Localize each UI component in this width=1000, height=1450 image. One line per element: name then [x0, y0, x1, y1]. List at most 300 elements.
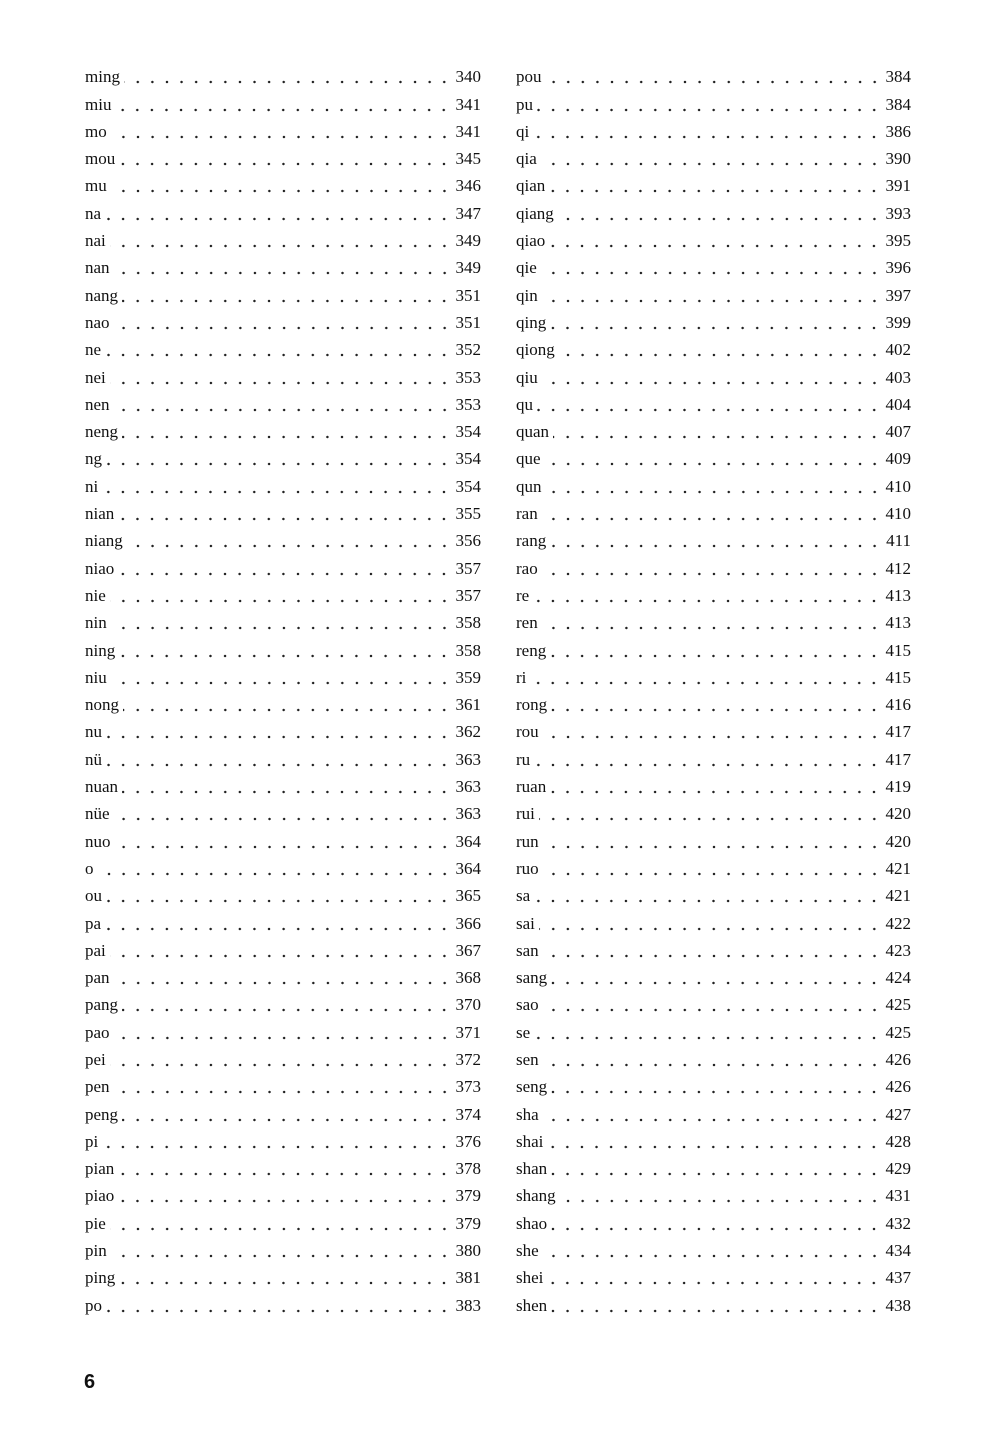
index-entry — [85, 251, 481, 278]
index-term: que — [516, 449, 541, 469]
index-term: niang — [85, 531, 123, 551]
index-entry — [516, 251, 911, 278]
index-page-number: 399 — [885, 312, 911, 332]
index-entry — [516, 1070, 911, 1097]
dot-leader — [542, 572, 882, 576]
dot-leader — [106, 899, 452, 903]
index-page-number: 420 — [885, 831, 911, 851]
index-term: rou — [516, 722, 539, 742]
index-term: nu — [85, 722, 102, 742]
index-term: shen — [516, 1295, 548, 1315]
index-term: qiang — [516, 203, 554, 223]
index-entry — [516, 115, 911, 142]
index-page-number: 415 — [885, 667, 911, 687]
index-entry — [516, 1043, 911, 1070]
index-entry — [85, 469, 481, 496]
dot-leader — [546, 490, 882, 494]
index-entry — [516, 824, 911, 851]
dot-leader — [110, 954, 452, 958]
index-entry — [516, 1206, 911, 1233]
dot-leader — [114, 326, 452, 330]
dot-leader — [539, 927, 882, 931]
index-term: pang — [85, 995, 119, 1015]
index-page-number: 373 — [455, 1077, 481, 1097]
dot-leader — [543, 954, 882, 958]
dot-leader — [541, 271, 882, 275]
index-page-number: 410 — [885, 476, 911, 496]
dot-leader — [114, 981, 452, 985]
index-page-number: 429 — [885, 1159, 911, 1179]
index-entry — [516, 852, 911, 879]
index-term: nan — [85, 258, 110, 278]
dot-leader — [550, 654, 881, 658]
index-term: quan — [516, 422, 550, 442]
dot-leader — [551, 1090, 881, 1094]
dot-leader — [543, 1008, 882, 1012]
dot-leader — [110, 599, 452, 603]
index-page-number: 381 — [455, 1268, 481, 1288]
dot-leader — [547, 1145, 881, 1149]
index-entry — [85, 169, 481, 196]
index-page-number: 352 — [455, 340, 481, 360]
dot-leader — [102, 1145, 451, 1149]
index-term: qun — [516, 476, 542, 496]
index-entry — [516, 906, 911, 933]
index-page-number: 421 — [885, 858, 911, 878]
index-entry — [516, 661, 911, 688]
index-term: shan — [516, 1159, 548, 1179]
index-entry — [85, 579, 481, 606]
dot-leader — [553, 435, 881, 439]
index-entry — [516, 1261, 911, 1288]
index-entry — [85, 824, 481, 851]
index-page-number: 353 — [455, 367, 481, 387]
dot-leader — [533, 599, 881, 603]
dot-leader — [106, 735, 452, 739]
index-term: shei — [516, 1268, 544, 1288]
dot-leader — [124, 80, 452, 84]
index-entry — [516, 442, 911, 469]
index-entry — [85, 1125, 481, 1152]
index-page-number: 354 — [455, 422, 481, 442]
index-term: qin — [516, 285, 538, 305]
index-term: pao — [85, 1022, 110, 1042]
index-page-number: 424 — [885, 968, 911, 988]
index-page-number: 438 — [885, 1295, 911, 1315]
dot-leader — [551, 1227, 881, 1231]
index-term: ming — [85, 67, 120, 87]
index-page-number: 364 — [455, 831, 481, 851]
dot-leader — [550, 544, 882, 548]
dot-leader — [122, 790, 451, 794]
dot-leader — [102, 490, 451, 494]
index-page-number: 363 — [455, 749, 481, 769]
index-page-number: 426 — [885, 1049, 911, 1069]
dot-leader — [119, 654, 451, 658]
index-term: pou — [516, 67, 542, 87]
index-entry — [85, 115, 481, 142]
index-term: peng — [85, 1104, 119, 1124]
dot-leader — [539, 817, 882, 821]
index-page-number: 383 — [455, 1295, 481, 1315]
index-entry — [85, 551, 481, 578]
dot-leader — [114, 271, 452, 275]
dot-leader — [543, 1063, 882, 1067]
index-page-number: 341 — [455, 121, 481, 141]
page-number: 6 — [84, 1371, 96, 1393]
index-entry — [85, 1206, 481, 1233]
index-page-number: 425 — [885, 1022, 911, 1042]
dot-leader — [551, 708, 881, 712]
index-page-number: 427 — [885, 1104, 911, 1124]
index-term: nei — [85, 367, 106, 387]
dot-leader — [110, 1227, 452, 1231]
dot-leader — [543, 845, 882, 849]
index-page-number: 417 — [885, 722, 911, 742]
index-entry — [516, 688, 911, 715]
index-term: shao — [516, 1213, 548, 1233]
index-term: ping — [85, 1268, 116, 1288]
index-entry — [516, 60, 911, 87]
index-page-number: 413 — [885, 613, 911, 633]
index-entry — [516, 196, 911, 223]
index-page-number: 431 — [885, 1186, 911, 1206]
index-term: sha — [516, 1104, 539, 1124]
index-page-number: 384 — [885, 94, 911, 114]
index-entry — [85, 224, 481, 251]
index-term: san — [516, 940, 539, 960]
dot-leader — [543, 872, 882, 876]
index-entry — [85, 388, 481, 415]
index-page-number: 359 — [455, 667, 481, 687]
index-page-number: 362 — [455, 722, 481, 742]
index-entry — [85, 688, 481, 715]
index-page-number: 434 — [885, 1241, 911, 1261]
index-entry — [516, 633, 911, 660]
index-term: nie — [85, 585, 106, 605]
index-page-number: 416 — [885, 695, 911, 715]
index-entry — [516, 1097, 911, 1124]
index-entry — [85, 333, 481, 360]
index-page-number: 372 — [455, 1049, 481, 1069]
dot-leader — [534, 1036, 881, 1040]
index-entry — [85, 1234, 481, 1261]
index-term: nüe — [85, 804, 110, 824]
index-entry — [85, 1043, 481, 1070]
index-page-number: 376 — [455, 1131, 481, 1151]
dot-leader — [114, 1090, 452, 1094]
index-term: nen — [85, 394, 110, 414]
index-page-number: 353 — [455, 394, 481, 414]
index-entry — [516, 742, 911, 769]
index-term: qian — [516, 176, 546, 196]
dot-leader — [106, 1309, 452, 1313]
index-entry — [516, 1152, 911, 1179]
dot-leader — [122, 1118, 451, 1122]
index-page-number: 374 — [455, 1104, 481, 1124]
index-term: nao — [85, 312, 110, 332]
index-term: pan — [85, 968, 110, 988]
dot-leader — [542, 381, 882, 385]
index-term: qing — [516, 312, 547, 332]
index-term: rui — [516, 804, 535, 824]
index-page-number: 355 — [455, 504, 481, 524]
index-entry — [516, 278, 911, 305]
index-term: ru — [516, 749, 531, 769]
index-term: pian — [85, 1159, 115, 1179]
index-term: nai — [85, 231, 106, 251]
dot-leader — [543, 735, 882, 739]
dot-leader — [551, 981, 881, 985]
index-term: run — [516, 831, 539, 851]
index-page-number: 361 — [455, 695, 481, 715]
index-page-number: 365 — [455, 886, 481, 906]
index-entry — [85, 906, 481, 933]
index-term: sen — [516, 1049, 539, 1069]
index-entry — [85, 278, 481, 305]
index-entry — [516, 606, 911, 633]
index-term: qiong — [516, 340, 555, 360]
index-page-number: 363 — [455, 777, 481, 797]
index-page-number: 403 — [885, 367, 911, 387]
index-entry — [516, 1288, 911, 1315]
index-page-number: 393 — [885, 203, 911, 223]
dot-leader — [543, 1118, 882, 1122]
dot-leader — [115, 108, 451, 112]
index-page-number: 351 — [455, 312, 481, 332]
dot-leader — [534, 899, 881, 903]
dot-leader — [119, 162, 451, 166]
dot-leader — [550, 326, 881, 330]
index-entry — [85, 360, 481, 387]
dot-leader — [543, 1254, 882, 1258]
index-column-right — [516, 60, 911, 1316]
dot-leader — [549, 244, 881, 248]
index-term: qie — [516, 258, 537, 278]
index-page-number: 345 — [455, 149, 481, 169]
index-entry — [516, 797, 911, 824]
index-term: ren — [516, 613, 538, 633]
index-entry — [85, 1179, 481, 1206]
index-entry — [85, 934, 481, 961]
index-page-number: 425 — [885, 995, 911, 1015]
index-term: ou — [85, 886, 102, 906]
index-term: pai — [85, 940, 106, 960]
index-page-number: 395 — [885, 231, 911, 251]
dot-leader — [111, 626, 452, 630]
index-term: shang — [516, 1186, 556, 1206]
dot-leader — [118, 572, 451, 576]
index-term: pu — [516, 94, 533, 114]
index-term: seng — [516, 1077, 548, 1097]
index-term: ri — [516, 667, 527, 687]
index-entry — [516, 524, 911, 551]
dot-leader — [550, 790, 881, 794]
index-term: qu — [516, 394, 533, 414]
dot-leader — [549, 189, 881, 193]
index-entry — [85, 497, 481, 524]
index-entry — [516, 934, 911, 961]
index-entry — [85, 606, 481, 633]
index-term: o — [85, 858, 94, 878]
dot-leader — [542, 299, 882, 303]
index-term: qia — [516, 149, 537, 169]
dot-leader — [115, 845, 452, 849]
dot-leader — [551, 1309, 881, 1313]
index-page-number: 346 — [455, 176, 481, 196]
index-term: na — [85, 203, 102, 223]
index-term: qiu — [516, 367, 538, 387]
index-page-number: 412 — [885, 558, 911, 578]
index-term: rao — [516, 558, 538, 578]
index-page-number: 364 — [455, 858, 481, 878]
index-page-number: 347 — [455, 203, 481, 223]
index-page-number: 379 — [455, 1186, 481, 1206]
index-term: rang — [516, 531, 547, 551]
index-term: ruan — [516, 777, 547, 797]
index-page-number: 391 — [885, 176, 911, 196]
index-entry — [516, 551, 911, 578]
index-page-number: 419 — [885, 777, 911, 797]
index-entry — [85, 988, 481, 1015]
index-entry — [85, 87, 481, 114]
index-term: ne — [85, 340, 102, 360]
index-entry — [516, 770, 911, 797]
index-entry — [516, 497, 911, 524]
index-entry — [85, 770, 481, 797]
dot-leader — [98, 872, 452, 876]
index-entry — [85, 1015, 481, 1042]
dot-leader — [122, 435, 451, 439]
index-page-number: 379 — [455, 1213, 481, 1233]
dot-leader — [110, 381, 452, 385]
index-entry — [516, 1015, 911, 1042]
dot-leader — [118, 1172, 451, 1176]
index-term: sai — [516, 913, 535, 933]
index-entry — [85, 742, 481, 769]
index-term: she — [516, 1241, 539, 1261]
index-term: miu — [85, 94, 112, 114]
index-entry — [85, 661, 481, 688]
index-page-number: 386 — [885, 121, 911, 141]
index-page-number: 366 — [455, 913, 481, 933]
index-page-number: 358 — [455, 640, 481, 660]
dot-leader — [541, 162, 882, 166]
index-term: ning — [85, 640, 116, 660]
index-page-number: 432 — [885, 1213, 911, 1233]
index-term: nuo — [85, 831, 111, 851]
index-page-number: 407 — [885, 422, 911, 442]
dot-leader — [533, 135, 881, 139]
dot-leader — [123, 708, 452, 712]
dot-leader — [122, 1008, 451, 1012]
index-term: pin — [85, 1241, 107, 1261]
index-page-number: 340 — [455, 67, 481, 87]
dot-leader — [118, 517, 451, 521]
dot-leader — [114, 1036, 452, 1040]
index-entry — [85, 879, 481, 906]
index-entry — [516, 988, 911, 1015]
index-page-number: 402 — [885, 340, 911, 360]
index-term: nü — [85, 749, 102, 769]
index-term: pen — [85, 1077, 110, 1097]
index-entry — [516, 469, 911, 496]
index-entry — [516, 142, 911, 169]
index-page-number: 370 — [455, 995, 481, 1015]
index-term: mu — [85, 176, 107, 196]
dot-leader — [547, 1281, 881, 1285]
index-term: ni — [85, 476, 99, 496]
index-term: ng — [85, 449, 102, 469]
index-term: pei — [85, 1049, 106, 1069]
index-entry — [516, 333, 911, 360]
index-page-number: 411 — [886, 531, 911, 551]
index-page-number: 420 — [885, 804, 911, 824]
index-page-number: 413 — [885, 585, 911, 605]
index-entry — [516, 306, 911, 333]
dot-leader — [542, 626, 882, 630]
dot-leader — [560, 1199, 882, 1203]
index-term: nong — [85, 695, 119, 715]
index-term: pi — [85, 1131, 99, 1151]
dot-leader — [111, 189, 452, 193]
index-page-number: 384 — [885, 67, 911, 87]
index-entry — [516, 388, 911, 415]
index-column-left — [85, 60, 481, 1316]
dot-leader — [110, 1063, 452, 1067]
index-term: sao — [516, 995, 539, 1015]
index-page-number: 351 — [455, 285, 481, 305]
index-page-number: 380 — [455, 1241, 481, 1261]
index-page-number: 378 — [455, 1159, 481, 1179]
index-page-number: 367 — [455, 940, 481, 960]
index-entry — [85, 1070, 481, 1097]
dot-leader — [127, 544, 452, 548]
index-entry — [516, 715, 911, 742]
index-entry — [516, 224, 911, 251]
dot-leader — [542, 517, 882, 521]
index-page-number: 428 — [885, 1131, 911, 1151]
index-page-number: 357 — [455, 558, 481, 578]
index-term: re — [516, 585, 530, 605]
index-page-number: 354 — [455, 449, 481, 469]
index-page-number: 358 — [455, 613, 481, 633]
index-entry — [85, 142, 481, 169]
index-page-number: 397 — [885, 285, 911, 305]
index-term: rong — [516, 695, 548, 715]
index-page-number: 349 — [455, 231, 481, 251]
index-term: sa — [516, 886, 531, 906]
index-entry — [516, 1125, 911, 1152]
index-entry — [516, 169, 911, 196]
dot-leader — [546, 80, 882, 84]
index-page-number: 371 — [455, 1022, 481, 1042]
dot-leader — [551, 1172, 881, 1176]
index-entry — [85, 1097, 481, 1124]
index-term: pa — [85, 913, 102, 933]
dot-leader — [106, 462, 452, 466]
index-term: nang — [85, 285, 119, 305]
dot-leader — [530, 681, 881, 685]
index-page-number: 410 — [885, 504, 911, 524]
index-page-number: 417 — [885, 749, 911, 769]
dot-leader — [110, 244, 452, 248]
index-entry — [85, 1288, 481, 1315]
index-term: qi — [516, 121, 530, 141]
index-term: nuan — [85, 777, 119, 797]
dot-leader — [559, 353, 882, 357]
index-entry — [516, 579, 911, 606]
